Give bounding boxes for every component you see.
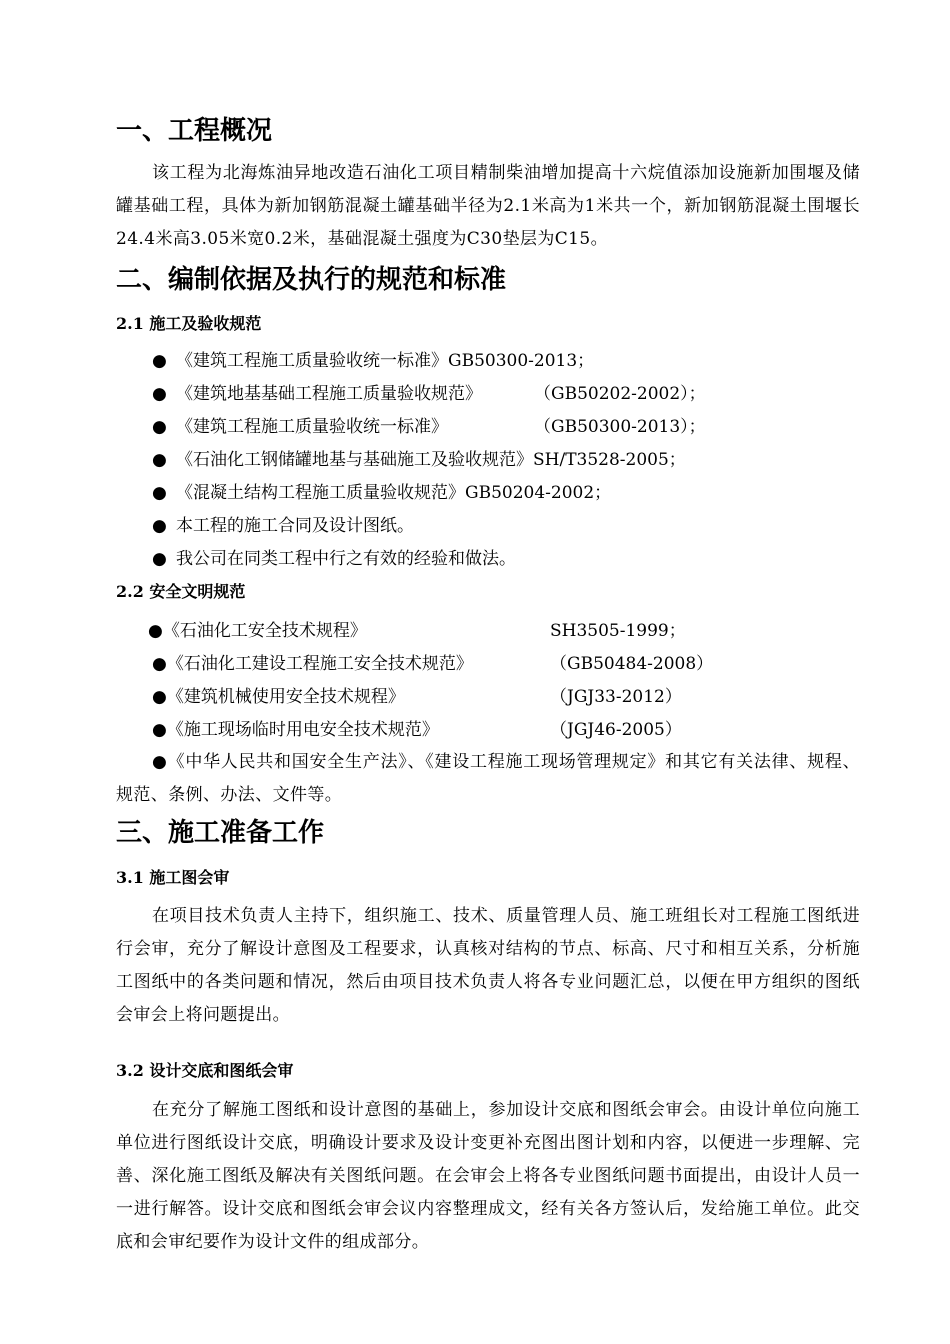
list-item: [148, 618, 686, 644]
section1-title: 一、工程概况: [116, 116, 273, 146]
list-item-text: 《建筑机械使用安全技术规程》: [166, 687, 405, 707]
list-item-text: 本工程的施工合同及设计图纸。: [176, 516, 414, 536]
bullet-icon: ●: [152, 417, 167, 437]
bullet-icon: ●: [152, 450, 167, 470]
bullet-icon: ●: [152, 384, 167, 404]
list-item-text: 我公司在同类工程中行之有效的经验和做法。: [176, 549, 516, 569]
bullet-icon: ●: [152, 516, 167, 536]
list-item: [152, 447, 686, 473]
bullet-icon: ●: [152, 351, 167, 371]
list-item-text: 《石油化工建设工程施工安全技术规范》: [166, 654, 473, 674]
subsection-2-1-title: 2.1 施工及验收规范: [116, 314, 262, 333]
section1-paragraph: 该工程为北海炼油异地改造石油化工项目精制柴油增加提高十六烷值添加设施新加围堰及储罐基础工程，具体为新加钢筋混凝土罐基础半径为2.1米高为1米共一个，新加钢筋混凝土围堰长24.4米高3.05米宽0.2米，基础混凝土强度为C30垫层为C15。: [116, 163, 860, 249]
list-item: [152, 348, 594, 374]
bullet-icon: ●: [152, 654, 167, 674]
list-item-text: 《施工现场临时用电安全技术规范》: [166, 720, 439, 740]
list-item-text: 《石油化工钢储罐地基与基础施工及验收规范》SH/T3528-2005；: [176, 450, 686, 470]
list-item-ref: （GB50202-2002）；: [534, 384, 706, 404]
section3-2-paragraph: 在充分了解施工图纸和设计意图的基础上，参加设计交底和图纸会审会。由设计单位向施工单位进行图纸设计交底，明确设计要求及设计变更补充图出图计划和内容，以便进一步理解、完善、深化施工图纸及解决有关图纸问题。在会审会上将各专业图纸问题书面提出，由设计人员一一进行解答。设计交底和图纸会审会议内容整理成文，经有关各方签认后，发给施工单位。此交底和会审纪要作为设计文件的组成部分。: [116, 1100, 860, 1252]
list-item-ref: （GB50300-2013）；: [534, 417, 706, 437]
list-item: [152, 381, 706, 407]
list-item: [152, 684, 682, 710]
subsection-3-2-title: 3.2 设计交底和图纸会审: [116, 1061, 294, 1080]
list-item-ref: （GB50484-2008）: [550, 654, 714, 674]
bullet-icon: ●: [148, 621, 163, 641]
list-item: [152, 717, 682, 743]
list-item-text: 《建筑地基基础工程施工质量验收规范》: [176, 384, 482, 404]
list-item: [152, 414, 706, 440]
subsection-2-2-title: 2.2 安全文明规范: [116, 582, 246, 601]
list-item: [152, 651, 714, 677]
bullet-icon: ●: [152, 483, 167, 503]
subsection-3-1-title: 3.1 施工图会审: [116, 868, 230, 887]
section3-title: 三、施工准备工作: [116, 818, 325, 848]
list-item-ref: SH3505-1999；: [550, 621, 686, 641]
list-item-text: 《混凝土结构工程施工质量验收规范》GB50204-2002；: [176, 483, 612, 503]
list-item-text: 《石油化工安全技术规程》: [162, 621, 367, 641]
bullet-icon: ●: [152, 687, 167, 707]
list-item-text: 《建筑工程施工质量验收统一标准》: [176, 417, 448, 437]
list-item-text: 《建筑工程施工质量验收统一标准》GB50300-2013；: [176, 351, 595, 371]
bullet-icon: ●: [152, 549, 167, 569]
section2-last-paragraph: ●《中华人民共和国安全生产法》、《建设工程施工现场管理规定》和其它有关法律、规程、规范、条例、办法、文件等。: [116, 752, 860, 805]
list-item: [152, 546, 516, 572]
list-item-ref: （JGJ33-2012）: [550, 687, 682, 707]
list-item: [152, 513, 414, 539]
bullet-icon: ●: [152, 720, 167, 740]
section3-1-paragraph: 在项目技术负责人主持下，组织施工、技术、质量管理人员、施工班组长对工程施工图纸进行会审，充分了解设计意图及工程要求，认真核对结构的节点、标高、尺寸和相互关系，分析施工图纸中的各类问题和情况，然后由项目技术负责人将各专业问题汇总，以便在甲方组织的图纸会审会上将问题提出。: [116, 906, 860, 1025]
list-item-ref: （JGJ46-2005）: [550, 720, 682, 740]
list-item: [152, 480, 611, 506]
section2-title: 二、编制依据及执行的规范和标准: [116, 265, 507, 295]
